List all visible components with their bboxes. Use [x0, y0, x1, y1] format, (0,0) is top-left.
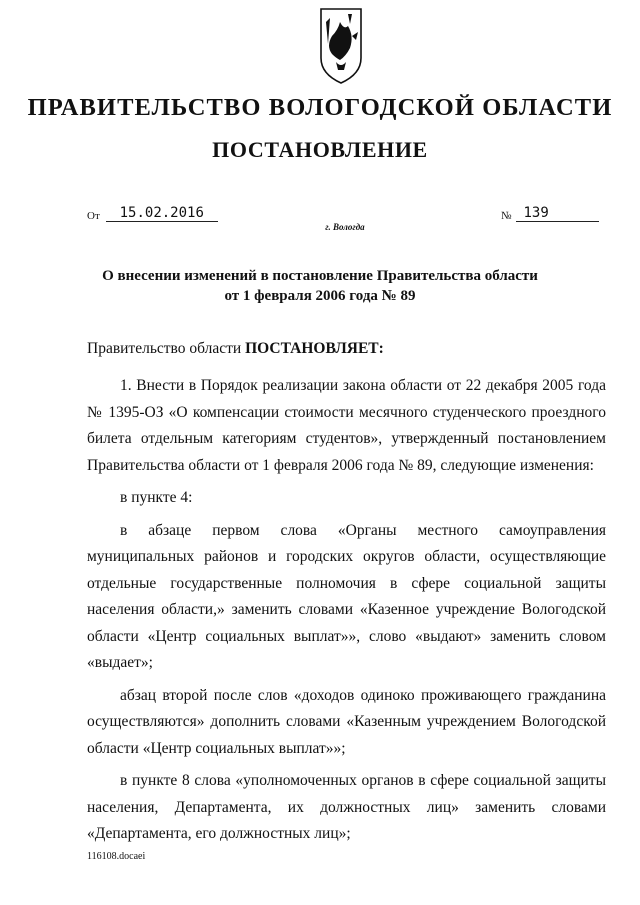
government-title: ПРАВИТЕЛЬСТВО ВОЛОГОДСКОЙ ОБЛАСТИ — [27, 94, 613, 121]
preamble-keyword: ПОСТАНОВЛЯЕТ: — [245, 340, 384, 357]
date-prefix: От — [87, 210, 100, 222]
subject-line-1: О внесении изменений в постановление Правительства области — [102, 268, 538, 284]
number-prefix: № — [501, 210, 512, 222]
document-body — [87, 373, 606, 848]
paragraph-item-1: 1. Внести в Порядок реализации закона области от 22 декабря 2005 года № 1395-ОЗ «О компенсации стоимости месячного студенческого проездного билета отдельным категориям студентов», утвержденный постановлением Правительства области от 1 февраля 2006 года № 89, следующие изменения: — [87, 377, 606, 474]
date-row — [87, 205, 218, 222]
coat-of-arms-emblem — [318, 6, 364, 86]
document-number: 139 — [516, 205, 599, 222]
subject-line-2: от 1 февраля 2006 года № 89 — [224, 288, 416, 304]
document-subject — [0, 266, 640, 306]
paragraph-second-abzac: абзац второй после слов «доходов одиноко проживающего гражданина осуществляются» дополнить словами «Казенным учреждением Вологодской области «Центр социальных выплат»»; — [87, 686, 606, 757]
paragraph-point-8: в пункте 8 слова «уполномоченных органов в сфере социальной защиты населения, Департамента, их должностных лиц» заменить словами «Департамента, его должностных лиц»; — [87, 772, 606, 842]
paragraph-point-4: в пункте 4: — [120, 489, 193, 506]
preamble — [87, 340, 384, 358]
document-date: 15.02.2016 — [106, 205, 218, 222]
preamble-text: Правительство области — [87, 340, 246, 357]
file-id-footer: 116108.docaei — [87, 851, 146, 862]
document-type-title: ПОСТАНОВЛЕНИЕ — [212, 137, 428, 162]
city-label: г. Вологда — [325, 222, 365, 232]
paragraph-first-abzac: в абзаце первом слова «Органы местного самоуправления муниципальных районов и городских округов области, осуществляющие отдельные государственные полномочия в сфере социальной защиты населения области,» заменить словами «Казенное учреждение Вологодской области «Центр социальных выплат»», слово «выдают» заменить словом «выдает»; — [87, 521, 606, 671]
number-row — [501, 205, 599, 222]
